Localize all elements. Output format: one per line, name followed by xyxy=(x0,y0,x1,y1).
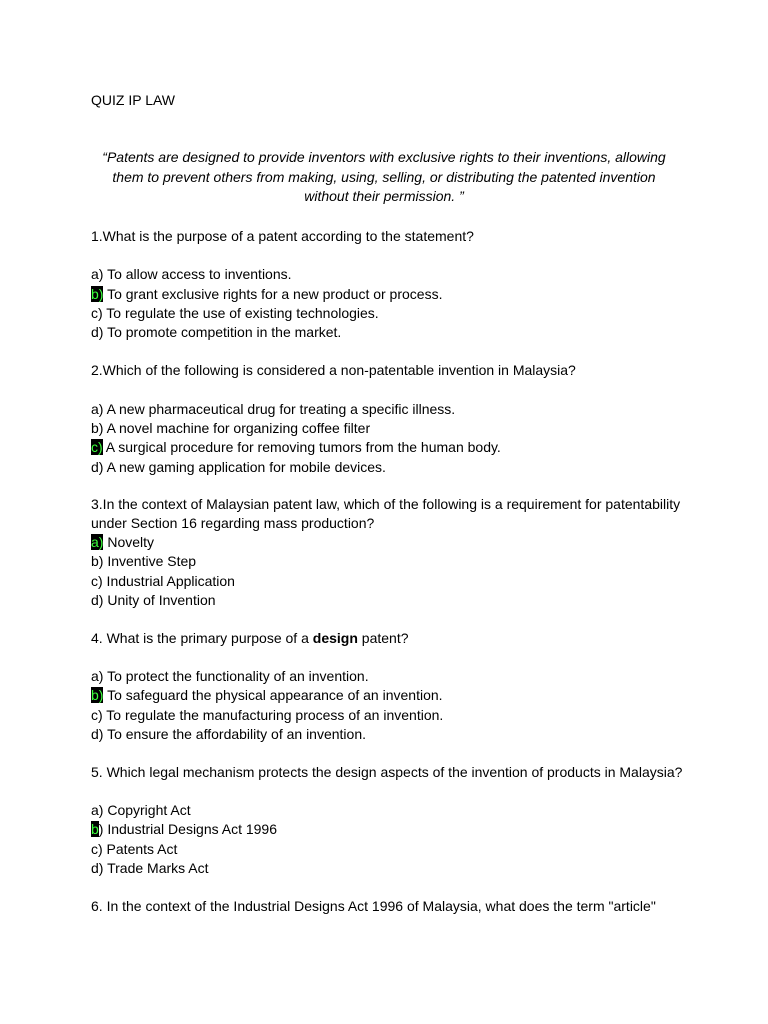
answer-highlight: c) xyxy=(91,439,103,455)
q2-option-d: d) A new gaming application for mobile devices. xyxy=(91,459,386,475)
q3-option-a-text: Novelty xyxy=(103,534,155,550)
q2-option-a: a) A new pharmaceutical drug for treating a specific illness. xyxy=(91,401,456,417)
q3-option-d: d) Unity of Invention xyxy=(91,592,216,608)
q4-option-d: d) To ensure the affordability of an invention. xyxy=(91,726,366,742)
q5-option-a: a) Copyright Act xyxy=(91,802,191,818)
question-4-bold-word: design xyxy=(312,630,358,646)
answer-highlight: b) xyxy=(91,687,104,703)
q4-option-b xyxy=(91,686,443,706)
q1-option-a: a) To allow access to inventions. xyxy=(91,266,292,282)
q3-option-b: b) Inventive Step xyxy=(91,553,197,569)
question-1: 1.What is the purpose of a patent according to the statement? xyxy=(91,228,474,244)
question-4-text-post: patent? xyxy=(357,630,409,646)
q2-option-b: b) A novel machine for organizing coffee filter xyxy=(91,420,371,436)
q5-option-b-text: ) Industrial Designs Act 1996 xyxy=(98,821,278,837)
answer-highlight: b xyxy=(91,821,99,837)
q2-option-c-text: A surgical procedure for removing tumors from the human body. xyxy=(102,439,501,455)
q1-option-c: c) To regulate the use of existing technologies. xyxy=(91,305,379,321)
q1-option-b-text: To grant exclusive rights for a new product or process. xyxy=(103,286,443,302)
q1-option-d: d) To promote competition in the market. xyxy=(91,324,342,340)
quote-paragraph: “Patents are designed to provide inventors with exclusive rights to their inventions, allowing them to prevent others from making, using, selling, or distributing the patented invention without their permission. ” xyxy=(102,149,666,204)
q4-option-c: c) To regulate the manufacturing process of an invention. xyxy=(91,707,444,723)
q2-option-c xyxy=(91,438,501,458)
question-4 xyxy=(91,629,409,649)
q4-option-a: a) To protect the functionality of an invention. xyxy=(91,668,369,684)
q3-option-a xyxy=(91,533,154,553)
q5-option-c: c) Patents Act xyxy=(91,841,178,857)
document-title: QUIZ IP LAW xyxy=(91,92,176,108)
q1-option-b xyxy=(91,285,442,305)
question-6: 6. In the context of the Industrial Designs Act 1996 of Malaysia, what does the term "article" xyxy=(91,898,656,914)
question-3-line-2: under Section 16 regarding mass production? xyxy=(91,515,375,531)
question-5: 5. Which legal mechanism protects the design aspects of the invention of products in Malaysia? xyxy=(91,764,683,780)
q4-option-b-text: To safeguard the physical appearance of an invention. xyxy=(103,687,443,703)
question-2: 2.Which of the following is considered a non-patentable invention in Malaysia? xyxy=(91,362,576,378)
q3-option-c: c) Industrial Application xyxy=(91,573,235,589)
question-3-line-1: 3.In the context of Malaysian patent law, which of the following is a requirement for patentability xyxy=(91,496,681,512)
answer-highlight: b) xyxy=(91,286,104,302)
answer-highlight: a) xyxy=(91,534,104,550)
question-4-text-pre: 4. What is the primary purpose of a xyxy=(91,630,313,646)
q5-option-d: d) Trade Marks Act xyxy=(91,860,209,876)
q5-option-b xyxy=(91,820,277,840)
